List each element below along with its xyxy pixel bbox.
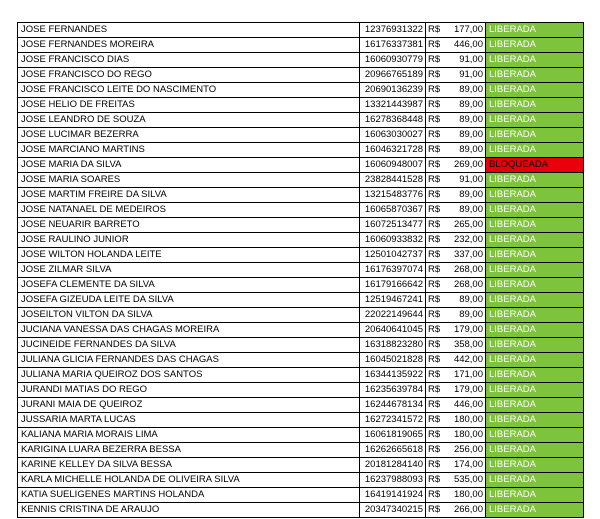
status-badge: LIBERADA (486, 488, 584, 503)
name-cell: JUCINEIDE FERNANDES DA SILVA (18, 338, 360, 353)
value-cell (426, 503, 486, 518)
table-row (18, 308, 584, 323)
name-cell: JOSE LEANDRO DE SOUZA (18, 113, 360, 128)
table-row (18, 248, 584, 263)
status-badge: LIBERADA (486, 293, 584, 308)
table-row (18, 368, 584, 383)
id-cell: 12519467241 (360, 293, 426, 308)
amount: 89,00 (459, 129, 483, 140)
table-row (18, 293, 584, 308)
amount: 177,00 (453, 24, 483, 35)
id-cell: 20347340215 (360, 503, 426, 518)
value-cell (426, 158, 486, 173)
amount: 535,00 (453, 474, 483, 485)
amount: 91,00 (459, 174, 483, 185)
amount: 265,00 (453, 219, 483, 230)
id-cell: 16046321728 (360, 143, 426, 158)
status-badge: LIBERADA (486, 338, 584, 353)
table-row (18, 383, 584, 398)
value-cell (426, 128, 486, 143)
currency-symbol: R$ (428, 399, 441, 410)
id-cell: 16262665618 (360, 443, 426, 458)
table-row (18, 83, 584, 98)
id-cell: 16272341572 (360, 413, 426, 428)
id-cell: 12376931322 (360, 23, 426, 38)
currency-symbol: R$ (428, 444, 441, 455)
id-cell: 16179166642 (360, 278, 426, 293)
status-badge: LIBERADA (486, 173, 584, 188)
currency-symbol: R$ (428, 309, 441, 320)
name-cell: KENNIS CRISTINA DE ARAUJO (18, 503, 360, 518)
currency-symbol: R$ (428, 189, 441, 200)
name-cell: JOSE FRANCISCO DIAS (18, 53, 360, 68)
value-cell (426, 173, 486, 188)
name-cell: JOSE FERNANDES MOREIRA (18, 38, 360, 53)
amount: 180,00 (453, 414, 483, 425)
table-row (18, 413, 584, 428)
table-row (18, 218, 584, 233)
table-row (18, 428, 584, 443)
value-cell (426, 338, 486, 353)
table-row (18, 53, 584, 68)
currency-symbol: R$ (428, 204, 441, 215)
amount: 91,00 (459, 54, 483, 65)
amount: 446,00 (453, 39, 483, 50)
amount: 91,00 (459, 69, 483, 80)
amount: 179,00 (453, 324, 483, 335)
value-cell (426, 38, 486, 53)
amount: 268,00 (453, 279, 483, 290)
id-cell: 20690136239 (360, 83, 426, 98)
table-row (18, 458, 584, 473)
id-cell: 22022149644 (360, 308, 426, 323)
currency-symbol: R$ (428, 429, 441, 440)
amount: 89,00 (459, 144, 483, 155)
name-cell: KALIANA MARIA MORAIS LIMA (18, 428, 360, 443)
value-cell (426, 308, 486, 323)
id-cell: 16063030027 (360, 128, 426, 143)
value-cell (426, 473, 486, 488)
name-cell: JUSSARIA MARTA LUCAS (18, 413, 360, 428)
id-cell: 16045021828 (360, 353, 426, 368)
name-cell: JOSE MARIA DA SILVA (18, 158, 360, 173)
value-cell (426, 23, 486, 38)
value-cell (426, 233, 486, 248)
table-row (18, 443, 584, 458)
name-cell: JUCIANA VANESSA DAS CHAGAS MOREIRA (18, 323, 360, 338)
name-cell: JOSE WILTON HOLANDA LEITE (18, 248, 360, 263)
currency-symbol: R$ (428, 414, 441, 425)
value-cell (426, 443, 486, 458)
table-row (18, 338, 584, 353)
value-cell (426, 263, 486, 278)
status-badge: LIBERADA (486, 473, 584, 488)
value-cell (426, 293, 486, 308)
name-cell: KATIA SUELIGENES MARTINS HOLANDA (18, 488, 360, 503)
currency-symbol: R$ (428, 384, 441, 395)
amount: 232,00 (453, 234, 483, 245)
name-cell: JOSE NEUARIR BARRETO (18, 218, 360, 233)
status-badge: LIBERADA (486, 503, 584, 518)
status-badge: LIBERADA (486, 263, 584, 278)
name-cell: JOSE MARCIANO MARTINS (18, 143, 360, 158)
value-cell (426, 203, 486, 218)
name-cell: JOSE RAULINO JUNIOR (18, 233, 360, 248)
table-row (18, 23, 584, 38)
value-cell (426, 53, 486, 68)
value-cell (426, 353, 486, 368)
id-cell: 16344135922 (360, 368, 426, 383)
table-row (18, 188, 584, 203)
status-badge: LIBERADA (486, 308, 584, 323)
table-row (18, 233, 584, 248)
value-cell (426, 488, 486, 503)
value-cell (426, 218, 486, 233)
name-cell: JOSE MARIA SOARES (18, 173, 360, 188)
amount: 180,00 (453, 429, 483, 440)
amount: 89,00 (459, 84, 483, 95)
currency-symbol: R$ (428, 324, 441, 335)
table-row (18, 98, 584, 113)
status-badge: LIBERADA (486, 98, 584, 113)
name-cell: JULIANA MARIA QUEIROZ DOS SANTOS (18, 368, 360, 383)
table-row (18, 113, 584, 128)
amount: 179,00 (453, 384, 483, 395)
table-row (18, 503, 584, 518)
id-cell: 13321443987 (360, 98, 426, 113)
amount: 358,00 (453, 339, 483, 350)
amount: 266,00 (453, 504, 483, 515)
status-badge: LIBERADA (486, 428, 584, 443)
currency-symbol: R$ (428, 234, 441, 245)
id-cell: 16176397074 (360, 263, 426, 278)
value-cell (426, 398, 486, 413)
value-cell (426, 113, 486, 128)
value-cell (426, 83, 486, 98)
amount: 174,00 (453, 459, 483, 470)
id-cell: 16235639784 (360, 383, 426, 398)
amount: 337,00 (453, 249, 483, 260)
status-badge: LIBERADA (486, 38, 584, 53)
id-cell: 13215483776 (360, 188, 426, 203)
id-cell: 20966765189 (360, 68, 426, 83)
currency-symbol: R$ (428, 474, 441, 485)
table-row (18, 473, 584, 488)
table-row (18, 128, 584, 143)
status-badge: LIBERADA (486, 443, 584, 458)
name-cell: JOSE MARTIM FREIRE DA SILVA (18, 188, 360, 203)
currency-symbol: R$ (428, 174, 441, 185)
status-badge: LIBERADA (486, 83, 584, 98)
name-cell: JOSE LUCIMAR BEZERRA (18, 128, 360, 143)
amount: 171,00 (453, 369, 483, 380)
value-cell (426, 188, 486, 203)
amount: 268,00 (453, 264, 483, 275)
beneficiary-table (17, 22, 584, 518)
status-badge: LIBERADA (486, 248, 584, 263)
name-cell: JURANDI MATIAS DO REGO (18, 383, 360, 398)
amount: 269,00 (453, 159, 483, 170)
id-cell: 20181284140 (360, 458, 426, 473)
table-row (18, 203, 584, 218)
name-cell: JOSE FERNANDES (18, 23, 360, 38)
status-badge: LIBERADA (486, 323, 584, 338)
name-cell: JOSEILTON VILTON DA SILVA (18, 308, 360, 323)
status-badge: LIBERADA (486, 383, 584, 398)
value-cell (426, 383, 486, 398)
status-badge: LIBERADA (486, 218, 584, 233)
value-cell (426, 278, 486, 293)
currency-symbol: R$ (428, 24, 441, 35)
currency-symbol: R$ (428, 339, 441, 350)
value-cell (426, 368, 486, 383)
table-row (18, 278, 584, 293)
currency-symbol: R$ (428, 294, 441, 305)
name-cell: JOSE FRANCISCO DO REGO (18, 68, 360, 83)
status-badge: LIBERADA (486, 53, 584, 68)
amount: 180,00 (453, 489, 483, 500)
value-cell (426, 98, 486, 113)
amount: 256,00 (453, 444, 483, 455)
id-cell: 16065870367 (360, 203, 426, 218)
amount: 89,00 (459, 309, 483, 320)
id-cell: 16237988093 (360, 473, 426, 488)
table-row (18, 158, 584, 173)
name-cell: JOSE NATANAEL DE MEDEIROS (18, 203, 360, 218)
name-cell: KARLA MICHELLE HOLANDA DE OLIVEIRA SILVA (18, 473, 360, 488)
currency-symbol: R$ (428, 264, 441, 275)
table-row (18, 488, 584, 503)
currency-symbol: R$ (428, 84, 441, 95)
currency-symbol: R$ (428, 144, 441, 155)
currency-symbol: R$ (428, 504, 441, 515)
id-cell: 16060933832 (360, 233, 426, 248)
status-badge: LIBERADA (486, 368, 584, 383)
currency-symbol: R$ (428, 39, 441, 50)
name-cell: KARIGINA LUARA BEZERRA BESSA (18, 443, 360, 458)
value-cell (426, 68, 486, 83)
table-row (18, 263, 584, 278)
name-cell: JOSEFA GIZEUDA LEITE DA SILVA (18, 293, 360, 308)
value-cell (426, 458, 486, 473)
value-cell (426, 323, 486, 338)
value-cell (426, 143, 486, 158)
name-cell: JOSE HELIO DE FREITAS (18, 98, 360, 113)
currency-symbol: R$ (428, 69, 441, 80)
value-cell (426, 413, 486, 428)
status-badge: LIBERADA (486, 143, 584, 158)
id-cell: 16278368448 (360, 113, 426, 128)
status-badge: LIBERADA (486, 233, 584, 248)
status-badge: LIBERADA (486, 128, 584, 143)
status-badge: LIBERADA (486, 23, 584, 38)
id-cell: 16061819065 (360, 428, 426, 443)
id-cell: 16244678134 (360, 398, 426, 413)
table-row (18, 68, 584, 83)
id-cell: 12501042737 (360, 248, 426, 263)
currency-symbol: R$ (428, 114, 441, 125)
currency-symbol: R$ (428, 459, 441, 470)
status-badge: LIBERADA (486, 278, 584, 293)
id-cell: 16176337381 (360, 38, 426, 53)
id-cell: 16419141924 (360, 488, 426, 503)
amount: 89,00 (459, 99, 483, 110)
status-badge: LIBERADA (486, 188, 584, 203)
table-row (18, 398, 584, 413)
amount: 89,00 (459, 294, 483, 305)
currency-symbol: R$ (428, 159, 441, 170)
currency-symbol: R$ (428, 219, 441, 230)
currency-symbol: R$ (428, 129, 441, 140)
status-badge: LIBERADA (486, 398, 584, 413)
currency-symbol: R$ (428, 489, 441, 500)
amount: 89,00 (459, 189, 483, 200)
table-row (18, 38, 584, 53)
currency-symbol: R$ (428, 54, 441, 65)
name-cell: JOSE ZILMAR SILVA (18, 263, 360, 278)
name-cell: JOSEFA CLEMENTE DA SILVA (18, 278, 360, 293)
status-badge: LIBERADA (486, 68, 584, 83)
table-body (18, 23, 584, 518)
currency-symbol: R$ (428, 354, 441, 365)
status-badge: LIBERADA (486, 413, 584, 428)
name-cell: JURANI MAIA DE QUEIROZ (18, 398, 360, 413)
table-row (18, 353, 584, 368)
status-badge: BLOQUEADA (486, 158, 584, 173)
currency-symbol: R$ (428, 279, 441, 290)
name-cell: KARINE KELLEY DA SILVA BESSA (18, 458, 360, 473)
status-badge: LIBERADA (486, 203, 584, 218)
table-row (18, 323, 584, 338)
name-cell: JULIANA GLICIA FERNANDES DAS CHAGAS (18, 353, 360, 368)
amount: 89,00 (459, 114, 483, 125)
id-cell: 16060930779 (360, 53, 426, 68)
id-cell: 16072513477 (360, 218, 426, 233)
id-cell: 16318823280 (360, 338, 426, 353)
id-cell: 16060948007 (360, 158, 426, 173)
currency-symbol: R$ (428, 249, 441, 260)
status-badge: LIBERADA (486, 458, 584, 473)
amount: 442,00 (453, 354, 483, 365)
amount: 89,00 (459, 204, 483, 215)
value-cell (426, 428, 486, 443)
id-cell: 20640641045 (360, 323, 426, 338)
currency-symbol: R$ (428, 99, 441, 110)
status-badge: LIBERADA (486, 353, 584, 368)
name-cell: JOSE FRANCISCO LEITE DO NASCIMENTO (18, 83, 360, 98)
status-badge: LIBERADA (486, 113, 584, 128)
value-cell (426, 248, 486, 263)
amount: 446,00 (453, 399, 483, 410)
table-row (18, 143, 584, 158)
table-row (18, 173, 584, 188)
currency-symbol: R$ (428, 369, 441, 380)
id-cell: 23828441528 (360, 173, 426, 188)
